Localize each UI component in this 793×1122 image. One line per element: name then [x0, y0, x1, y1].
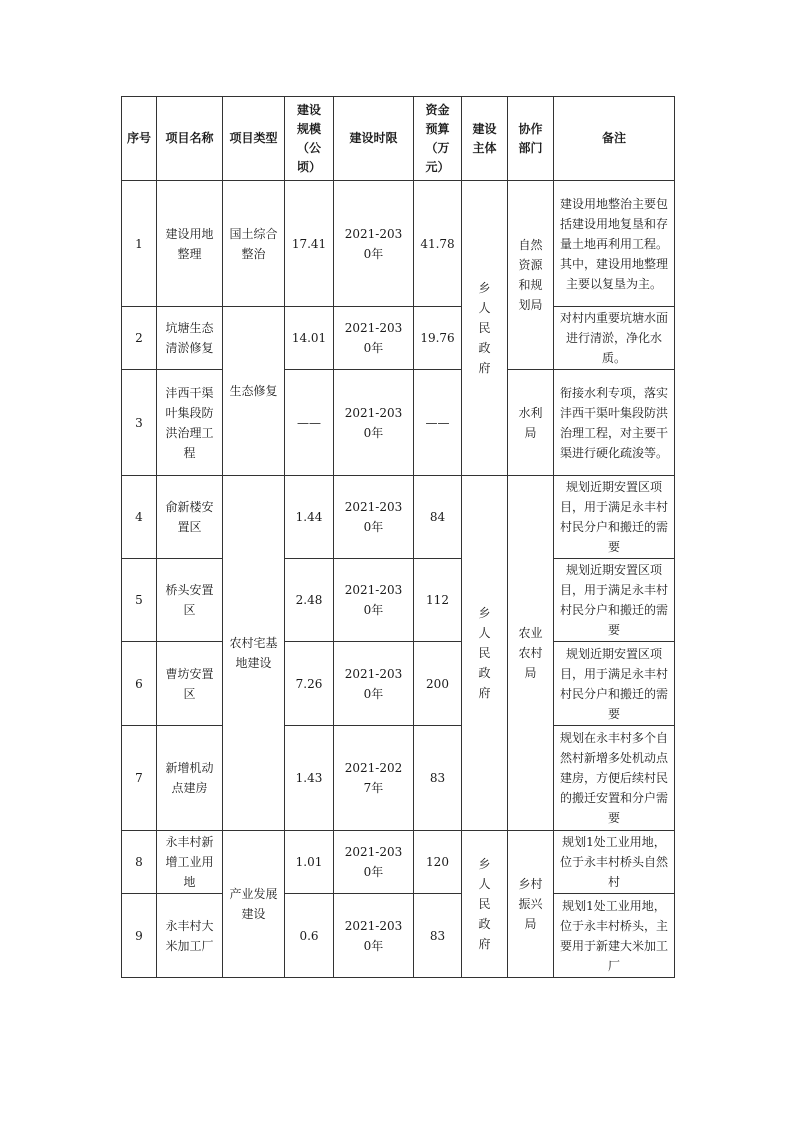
header-note: 备注: [554, 97, 675, 181]
table-row: [122, 894, 675, 978]
row-note: 建设用地整治主要包括建设用地复垦和存量土地再利用工程。其中，建设用地整理主要以复垦为主。: [554, 181, 675, 307]
type-cell: 农村宅基地建设: [223, 476, 285, 831]
owner-cell: 乡人民政府: [462, 181, 508, 476]
row-note: 规划近期安置区项目，用于满足永丰村村民分户和搬迁的需要: [554, 559, 675, 642]
project-table: [121, 96, 675, 978]
header-seq: 序号: [122, 97, 157, 181]
row-scale: ——: [285, 370, 334, 476]
row-name: 坑塘生态清淤修复: [157, 307, 223, 370]
row-note: 规划1处工业用地，位于永丰村桥头自然村: [554, 831, 675, 894]
table-row: [122, 726, 675, 831]
row-scale: 0.6: [285, 894, 334, 978]
row-seq: 2: [122, 307, 157, 370]
table-row: [122, 642, 675, 726]
table-row: [122, 370, 675, 476]
row-seq: 6: [122, 642, 157, 726]
row-note: 规划近期安置区项目，用于满足永丰村村民分户和搬迁的需要: [554, 476, 675, 559]
row-scale: 1.01: [285, 831, 334, 894]
row-note: 规划近期安置区项目，用于满足永丰村村民分户和搬迁的需要: [554, 642, 675, 726]
row-note: 对村内重要坑塘水面进行清淤，净化水质。: [554, 307, 675, 370]
table-row: [122, 307, 675, 370]
table-row: [122, 181, 675, 307]
owner-cell: 乡人民政府: [462, 831, 508, 978]
row-budget: 112: [414, 559, 462, 642]
row-name: 新增机动点建房: [157, 726, 223, 831]
row-seq: 4: [122, 476, 157, 559]
row-seq: 5: [122, 559, 157, 642]
type-cell: 国土综合整治: [223, 181, 285, 307]
header-period: 建设时限: [334, 97, 414, 181]
row-scale: 7.26: [285, 642, 334, 726]
row-period: 2021-2030年: [334, 181, 414, 307]
row-scale: 14.01: [285, 307, 334, 370]
row-scale: 2.48: [285, 559, 334, 642]
row-period: 2021-2030年: [334, 307, 414, 370]
row-scale: 1.44: [285, 476, 334, 559]
dept-cell: 乡村振兴局: [508, 831, 554, 978]
header-owner: 建设主体: [462, 97, 508, 181]
header-budget: 资金预算（万元）: [414, 97, 462, 181]
dept-cell: 自然资源和规划局: [508, 181, 554, 370]
row-period: 2021-2030年: [334, 559, 414, 642]
header-type: 项目类型: [223, 97, 285, 181]
row-name: 桥头安置区: [157, 559, 223, 642]
row-name: 沣西干渠叶集段防洪治理工程: [157, 370, 223, 476]
owner-cell: 乡人民政府: [462, 476, 508, 831]
row-scale: 17.41: [285, 181, 334, 307]
row-scale: 1.43: [285, 726, 334, 831]
row-budget: 83: [414, 726, 462, 831]
type-cell: 生态修复: [223, 307, 285, 476]
row-seq: 7: [122, 726, 157, 831]
row-budget: 83: [414, 894, 462, 978]
row-budget: 200: [414, 642, 462, 726]
row-seq: 9: [122, 894, 157, 978]
row-budget: ——: [414, 370, 462, 476]
table-row: [122, 476, 675, 559]
row-name: 建设用地整理: [157, 181, 223, 307]
type-cell: 产业发展建设: [223, 831, 285, 978]
row-budget: 19.76: [414, 307, 462, 370]
header-row: [122, 97, 675, 181]
row-seq: 1: [122, 181, 157, 307]
row-name: 永丰村新增工业用地: [157, 831, 223, 894]
dept-cell: 水利局: [508, 370, 554, 476]
row-budget: 84: [414, 476, 462, 559]
row-name: 俞新楼安置区: [157, 476, 223, 559]
table-row: [122, 559, 675, 642]
row-name: 永丰村大米加工厂: [157, 894, 223, 978]
row-seq: 8: [122, 831, 157, 894]
row-note: 规划在永丰村多个自然村新增多处机动点建房，方便后续村民的搬迁安置和分户需要: [554, 726, 675, 831]
row-note: 规划1处工业用地，位于永丰村桥头，主要用于新建大米加工厂: [554, 894, 675, 978]
row-note: 衔接水利专项，落实沣西干渠叶集段防洪治理工程，对主要干渠进行硬化疏浚等。: [554, 370, 675, 476]
row-seq: 3: [122, 370, 157, 476]
row-name: 曹坊安置区: [157, 642, 223, 726]
dept-cell: 农业农村局: [508, 476, 554, 831]
row-period: 2021-2030年: [334, 894, 414, 978]
header-name: 项目名称: [157, 97, 223, 181]
row-period: 2021-2027年: [334, 726, 414, 831]
row-budget: 41.78: [414, 181, 462, 307]
header-dept: 协作部门: [508, 97, 554, 181]
table-row: [122, 831, 675, 894]
row-period: 2021-2030年: [334, 831, 414, 894]
row-period: 2021-2030年: [334, 642, 414, 726]
row-budget: 120: [414, 831, 462, 894]
row-period: 2021-2030年: [334, 476, 414, 559]
header-scale: 建设规模（公顷）: [285, 97, 334, 181]
row-period: 2021-2030年: [334, 370, 414, 476]
